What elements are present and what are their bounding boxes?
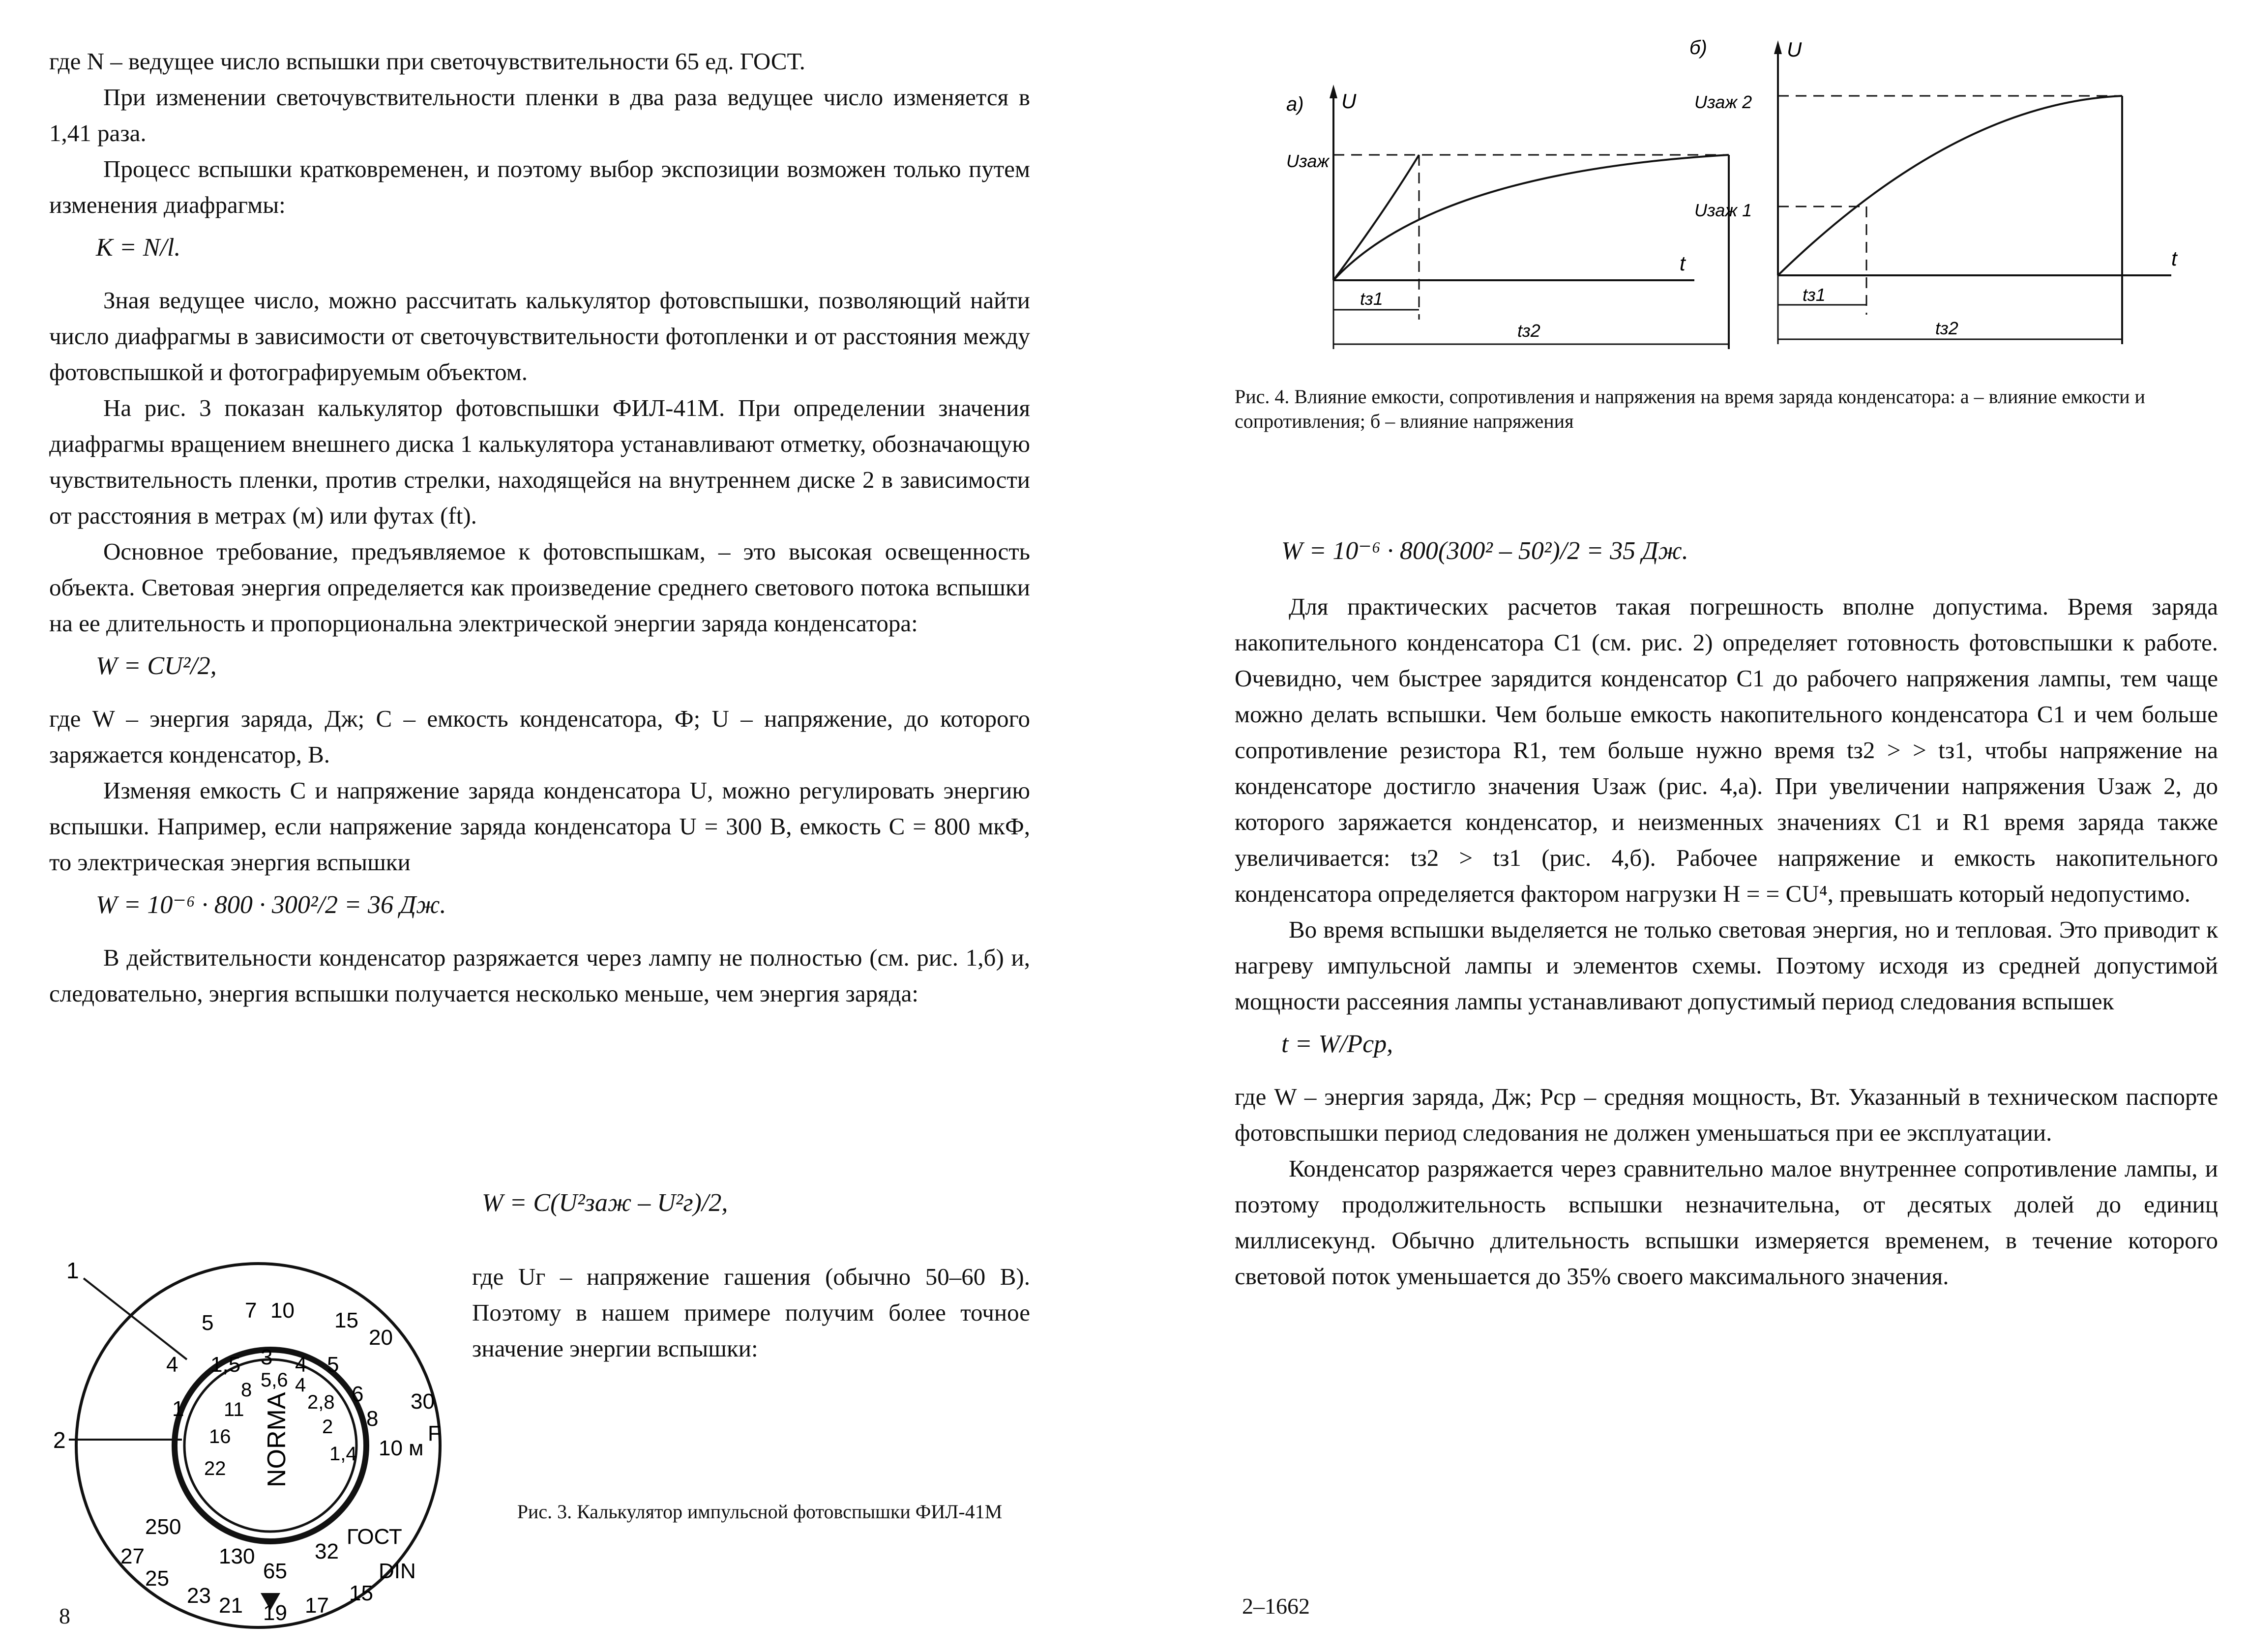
dial-mark: 5 [202, 1311, 214, 1335]
paragraph: Конденсатор разряжается через сравнительно малое внутреннее сопротивление лампы, и поэтому продолжительность вспышки незначительна, от десятых долей до единиц миллисекунд. Обычно длительность вспышки измеряется временем, в течение которого световой поток уменьшается до 35% своего максимального значения. [1235, 1155, 2218, 1290]
paragraph: Для практических расчетов такая погрешность вполне допустима. Время заряда накопительного конденсатора C1 (см. рис. 2) определяет готовность фотовспышки к работе. Очевидно, чем быстрее зарядится конденсатор C1 до рабочего напряжения лампы, тем чаще можно делать вспышки. Чем больше емкость накопительного конденсатора C1 и чем больше сопротивление резистора R1, тем больше нужно время tз2 > > tз1, чтобы напряжение на конденсаторе достигло значения Uзаж (рис. 4,а). При увеличении напряжения Uзаж 2, до которого заряжается конденсатор, и неизменных значениях C1 и R1 время заряда также увеличивается: tз2 > tз1 (рис. 4,б). Рабочее напряжение и емкость накопительного конденсатора определяется фактором нагрузки H = = CU⁴, превышать который недопустимо. [1235, 593, 2218, 907]
paragraph: где N – ведущее число вспышки при светочувствительности 65 ед. ГОСТ. [49, 48, 805, 75]
fig4-caption: Рис. 4. Влияние емкости, сопротивления и напряжения на время заряда конденсатора: а – влияние емкости и сопротивления; б – влияние напряжения [1235, 385, 2145, 432]
fig4b-chart [1680, 20, 2220, 364]
u-zaj-label: Uзаж [1286, 151, 1330, 171]
dial-mark: 10 м [379, 1436, 424, 1460]
dial-mark: 27 [120, 1544, 145, 1568]
paragraph: Зная ведущее число, можно рассчитать калькулятор фотовспышки, позволяющий найти число диафрагмы в зависимости от светочувствительности фотопленки и от расстояния между фотовспышкой и фотографируемым объектом. [49, 287, 1030, 385]
dial-mark: 21 [219, 1593, 243, 1618]
right-text-block [1235, 526, 2218, 1294]
u-zaj2-label: Uзаж 2 [1694, 92, 1752, 112]
formula-w-real-example: W = 10⁻⁶ · 800(300² – 50²)/2 = 35 Дж. [1281, 537, 1688, 565]
paragraph: Основное требование, предъявляемое к фотовспышкам, – это высокая освещенность объекта. Световая энергия определяется как произведение среднего светового потока вспышки на ее длительность и пропорциональна электрической энергии заряда конденсатора: [49, 538, 1030, 637]
dial-mark: 7 [245, 1298, 257, 1323]
dial-mark: 250 [145, 1515, 181, 1539]
u-axis-arrow [1330, 85, 1337, 98]
right-page [1124, 0, 2248, 1652]
formula-w: W = CU²/2, [96, 652, 217, 680]
callout-1: 1 [66, 1258, 79, 1283]
callout-line-1 [84, 1278, 187, 1359]
dial-mark: 65 [263, 1559, 287, 1583]
paragraph: При изменении светочувствительности пленки в два раза ведущее число изменяется в 1,41 раза. [49, 84, 1030, 147]
u-zaj1-label: Uзаж 1 [1694, 200, 1752, 220]
formula-w-example: W = 10⁻⁶ · 800 · 300²/2 = 36 Дж. [96, 891, 446, 919]
page-number-left: 8 [59, 1603, 70, 1628]
dial-mark: 20 [369, 1326, 393, 1350]
dial-mark: 4 [295, 1353, 307, 1377]
dial-mark: 4 [295, 1374, 306, 1396]
left-text-block [49, 43, 1030, 1011]
fig4b-label: б) [1689, 37, 1707, 59]
fig4a-label: а) [1286, 93, 1304, 115]
t-axis-label: t [2171, 247, 2177, 270]
dial-mark: 5,6 [261, 1369, 288, 1391]
u-axis-arrow [1774, 40, 1782, 54]
u-axis-label: U [1787, 38, 1802, 61]
dial-mark: F [428, 1421, 441, 1446]
dial-mark: 16 [209, 1426, 231, 1447]
u-axis-label: U [1341, 89, 1357, 113]
fig3-calculator-dial [39, 1239, 472, 1642]
t31-label: tз1 [1360, 289, 1383, 309]
curve-slow [1333, 155, 1729, 280]
dial-mark: 5 [327, 1353, 339, 1377]
dial-mark: 2,8 [307, 1391, 335, 1413]
formula-w-real: W = C(U²заж – U²г)/2, [482, 1189, 728, 1217]
side-paragraph: где Uг – напряжение гашения (обычно 50–60 В). Поэтому в нашем примере получим более точное значение энергии вспышки: [472, 1263, 1030, 1362]
curve-fast [1333, 155, 1419, 280]
paragraph: В действительности конденсатор разряжается через лампу не полностью (см. рис. 1,б) и, следовательно, энергия вспышки получается несколько меньше, чем энергия заряда: [49, 944, 1030, 1007]
dial-mark: 4 [166, 1353, 178, 1377]
dial-mark: 8 [366, 1407, 379, 1431]
t31-label: tз1 [1803, 285, 1826, 305]
dial-mark: 30 [411, 1389, 435, 1414]
charge-curve [1778, 96, 2122, 275]
t-axis-label: t [1680, 252, 1686, 275]
dial-mark: 23 [187, 1584, 211, 1608]
paragraph: где W – энергия заряда, Дж; C – емкость конденсатора, Ф; U – напряжение, до которого заряжается конденсатор, В. [49, 705, 1030, 768]
dial-mark: 6 [352, 1382, 364, 1406]
paragraph: Изменяя емкость C и напряжение заряда конденсатора U, можно регулировать энергию вспышки. Например, если напряжение заряда конденсатора U = 300 В, емкость C = 800 мкФ, то электрическая энергия вспышки [49, 777, 1030, 876]
dial-mark: 25 [145, 1566, 169, 1591]
dial-mark: 130 [219, 1544, 255, 1568]
formula-t: t = W/Pср, [1281, 1030, 1393, 1058]
dial-mark: 11 [224, 1399, 244, 1420]
dial-mark: 15 [334, 1308, 358, 1332]
dial-mark: 32 [315, 1539, 339, 1564]
dial-mark: 8 [241, 1379, 252, 1401]
t32-label: tз2 [1517, 321, 1540, 341]
page-number-right: 2–1662 [1242, 1593, 1310, 1619]
dial-mark: ГОСТ [347, 1525, 402, 1549]
paragraph: где W – энергия заряда, Дж; Pср – средняя мощность, Вт. Указанный в техническом паспорте фотовспышки период следования не должен уменьшаться при ее эксплуатации. [1235, 1083, 2218, 1146]
t32-label: tз2 [1935, 318, 1958, 338]
dial-mark: 15 [349, 1581, 373, 1605]
callout-2: 2 [53, 1427, 66, 1453]
fig3-caption: Рис. 3. Калькулятор импульсной фотовспышки ФИЛ-41М [517, 1501, 1003, 1523]
dial-mark: 1 [172, 1397, 184, 1421]
dial-mark: 2 [322, 1416, 333, 1438]
formula-k: K = N/l. [96, 234, 181, 262]
paragraph: На рис. 3 показан калькулятор фотовспышки ФИЛ-41М. При определении значения диафрагмы вращением внешнего диска 1 калькулятора устанавливают отметку, обозначающую чувствительность пленки, против стрелки, находящейся на внутреннем диске 2 в зависимости от расстояния в метрах (м) или футах (ft). [49, 394, 1030, 529]
inner-label: NORMA [263, 1392, 291, 1487]
paragraph: Процесс вспышки кратковременен, и поэтому выбор экспозиции возможен только путем изменения диафрагмы: [49, 155, 1030, 218]
dial-mark: 3 [261, 1345, 273, 1369]
dial-mark: 17 [305, 1593, 329, 1618]
paragraph: Во время вспышки выделяется не только световая энергия, но и тепловая. Это приводит к нагреву импульсной лампы и элементов схемы. Поэтому исходя из средней допустимой мощности рассеяния лампы устанавливают допустимый период следования вспышек [1235, 916, 2218, 1015]
dial-mark: 19 [263, 1601, 287, 1625]
dial-mark: DIN [379, 1559, 416, 1583]
dial-mark: 1,5 [210, 1353, 241, 1377]
dial-mark: 22 [204, 1458, 226, 1479]
dial-mark: 1,4 [329, 1443, 357, 1465]
dial-mark: 10 [270, 1298, 295, 1323]
